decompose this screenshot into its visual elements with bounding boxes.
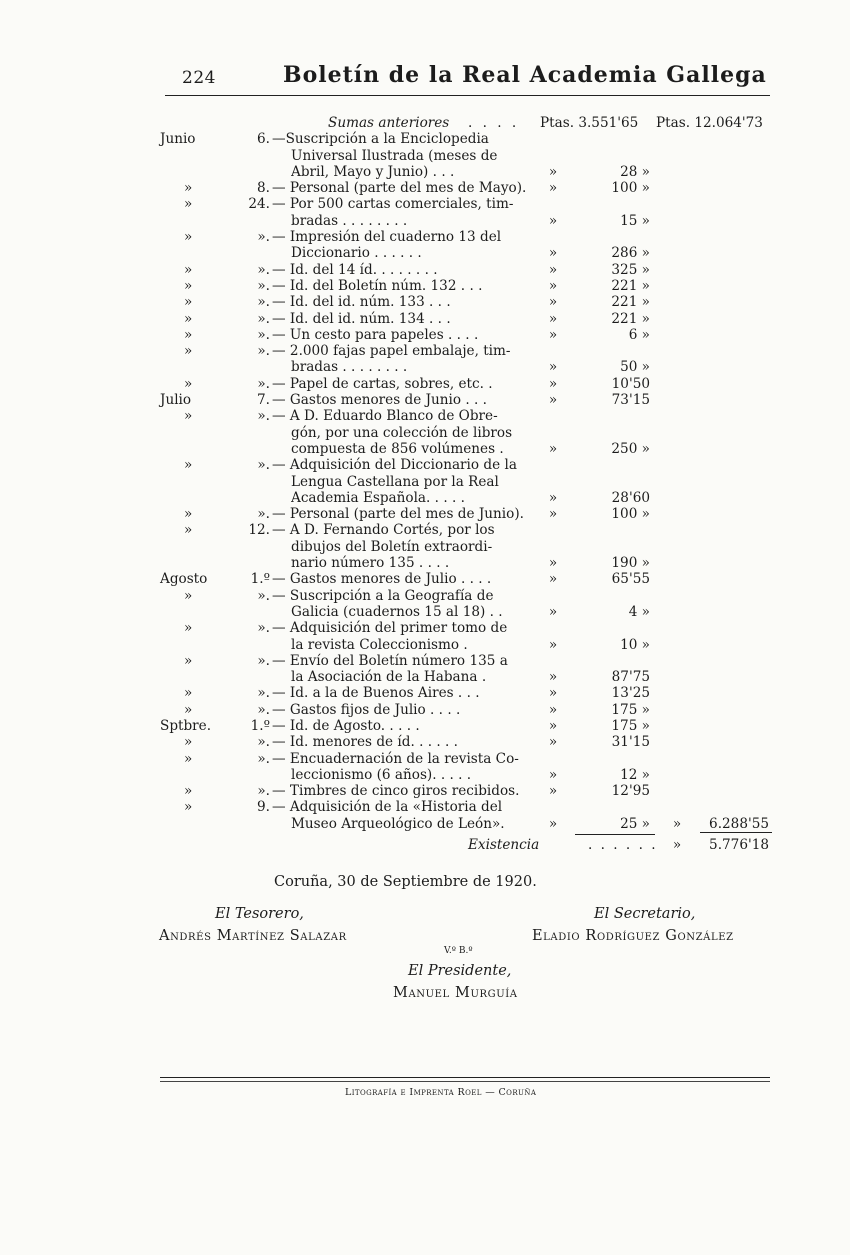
existencia-amount: 5.776'18 <box>709 837 769 854</box>
entry-day: ». <box>257 620 270 637</box>
ditto-mark: » <box>548 440 558 457</box>
ledger-row <box>160 376 772 392</box>
ditto-mark: » <box>548 489 558 506</box>
entry-description-line: — Adquisición del Diccionario de la <box>272 457 517 474</box>
entry-amount: 28'60 <box>611 489 650 506</box>
ditto-mark: » <box>548 669 558 686</box>
ditto-mark: » <box>548 277 558 294</box>
existencia-dots: . . . . . . <box>588 837 658 854</box>
entry-amount: 15 » <box>620 212 650 229</box>
footer-rule-thin <box>160 1081 770 1082</box>
ledger-row <box>160 213 772 229</box>
ledger-row <box>160 180 772 196</box>
entry-description-line: — Id. de Agosto. . . . . <box>272 717 420 734</box>
entry-amount: 10 » <box>620 636 650 653</box>
entry-month: Junio <box>160 131 196 148</box>
sumas-amount-b: Ptas. 12.064'73 <box>656 115 763 131</box>
page-header <box>165 62 770 92</box>
ledger-row <box>160 311 772 327</box>
entry-month: » <box>184 522 193 539</box>
entry-month: » <box>184 652 193 669</box>
entry-day: 12. <box>248 522 270 539</box>
entry-description-line: la Asociación de la Habana . <box>291 669 487 686</box>
entry-description-line: gón, por una colección de libros <box>291 424 513 441</box>
existencia-mark: » <box>672 837 682 854</box>
entry-description-line: — Personal (parte del mes de Mayo). <box>272 180 527 197</box>
entry-description-line: compuesta de 856 volúmenes . <box>291 440 504 457</box>
ledger-row <box>160 327 772 343</box>
printer-credit: Litografía e Imprenta Roel — Coruña <box>345 1087 537 1098</box>
ditto-mark: » <box>548 701 558 718</box>
page-number: 224 <box>182 68 216 88</box>
entry-month: » <box>184 506 193 523</box>
ledger-row <box>160 620 772 636</box>
sumas-anteriores-row <box>160 115 772 131</box>
entry-amount: 250 » <box>611 440 650 457</box>
entry-month: » <box>184 229 193 246</box>
ledger-row <box>160 196 772 212</box>
entry-amount: 221 » <box>611 310 650 327</box>
entry-description-line: — Timbres de cinco giros recibidos. <box>272 783 520 800</box>
ledger-row <box>160 148 772 164</box>
entry-description-line: — Adquisición del primer tomo de <box>272 620 508 637</box>
entry-day: 1.º <box>250 571 270 588</box>
entry-day: ». <box>257 457 270 474</box>
ditto-mark: » <box>548 766 558 783</box>
visto-bueno: V.º B.º <box>444 946 473 956</box>
city-date: Coruña, 30 de Septiembre de 1920. <box>274 874 537 890</box>
ledger-row <box>160 343 772 359</box>
ledger-row <box>160 392 772 408</box>
entry-day: ». <box>257 750 270 767</box>
entry-amount: 100 » <box>611 506 650 523</box>
entry-amount: 13'25 <box>611 685 650 702</box>
entry-description-line: bradas . . . . . . . . <box>291 212 408 229</box>
ditto-mark: » <box>548 326 558 343</box>
entry-month: » <box>184 277 193 294</box>
treasurer-role: El Tesorero, <box>215 906 304 922</box>
entry-amount: 12 » <box>620 766 650 783</box>
entry-description-line: — Envío del Boletín número 135 a <box>272 652 508 669</box>
entry-description-line: — Id. a la de Buenos Aires . . . <box>272 685 480 702</box>
entry-description-line: —Suscripción a la Enciclopedia <box>272 131 489 148</box>
entry-description-line: — Id. del Boletín núm. 132 . . . <box>272 277 483 294</box>
ditto-mark: » <box>548 245 558 262</box>
entry-amount: 50 » <box>620 359 650 376</box>
ledger-row <box>160 767 772 783</box>
entry-amount: 6 » <box>628 326 650 343</box>
entry-month: » <box>184 620 193 637</box>
entry-description-line: — Impresión del cuaderno 13 del <box>272 229 502 246</box>
ledger-row <box>160 751 772 767</box>
ledger-row <box>160 734 772 750</box>
existencia-row <box>160 837 772 853</box>
entry-description-line: — Gastos menores de Junio . . . <box>272 392 487 409</box>
entry-day: 24. <box>248 196 270 213</box>
ditto-mark: » <box>548 261 558 278</box>
ledger-row <box>160 637 772 653</box>
ledger-row <box>160 359 772 375</box>
entry-day: 6. <box>257 131 270 148</box>
total-mark: » <box>672 815 682 832</box>
entry-day: ». <box>257 261 270 278</box>
entry-month: » <box>184 310 193 327</box>
entry-amount: 100 » <box>611 180 650 197</box>
ledger-row <box>160 506 772 522</box>
entry-month: » <box>184 685 193 702</box>
ledger-row <box>160 669 772 685</box>
running-title: Boletín de la Real Academia Gallega <box>283 62 767 88</box>
entry-month: » <box>184 587 193 604</box>
entry-amount: 325 » <box>611 261 650 278</box>
ledger-row <box>160 702 772 718</box>
entry-month: » <box>184 180 193 197</box>
entry-description-line: — Id. del id. núm. 133 . . . <box>272 294 451 311</box>
entry-month: » <box>184 196 193 213</box>
total-rule <box>700 832 772 833</box>
ditto-mark: » <box>548 392 558 409</box>
ditto-mark: » <box>548 685 558 702</box>
ledger-row <box>160 522 772 538</box>
entry-description-line: Academia Española. . . . . <box>291 489 465 506</box>
ledger-row <box>160 490 772 506</box>
entry-day: 8. <box>257 180 270 197</box>
entry-day: ». <box>257 408 270 425</box>
entry-day: ». <box>257 326 270 343</box>
secretary-role: El Secretario, <box>594 906 696 922</box>
ledger-row <box>160 539 772 555</box>
ledger-row <box>160 229 772 245</box>
entry-description-line: — Un cesto para papeles . . . . <box>272 326 479 343</box>
entry-day: ». <box>257 685 270 702</box>
entry-day: ». <box>257 375 270 392</box>
entry-description-line: — Id. menores de íd. . . . . . <box>272 734 458 751</box>
entry-month: Agosto <box>160 571 208 588</box>
ledger-entries <box>160 131 772 832</box>
entry-month: » <box>184 799 193 816</box>
entry-description-line: — Personal (parte del mes de Junio). <box>272 506 524 523</box>
entry-day: ». <box>257 652 270 669</box>
ditto-mark: » <box>548 375 558 392</box>
entry-day: 9. <box>257 799 270 816</box>
entry-description-line: — 2.000 fajas papel embalaje, tim- <box>272 343 511 360</box>
entry-description-line: Museo Arqueológico de León». <box>291 815 505 832</box>
ledger-row <box>160 245 772 261</box>
ledger-row <box>160 588 772 604</box>
president-role: El Presidente, <box>408 963 512 979</box>
header-rule <box>165 95 770 96</box>
ditto-mark: » <box>548 163 558 180</box>
entry-month: Sptbre. <box>160 717 212 734</box>
entry-amount: 4 » <box>628 603 650 620</box>
sumas-label: Sumas anteriores <box>328 115 450 131</box>
entry-description-line: — Por 500 cartas comerciales, tim- <box>272 196 514 213</box>
entry-month: Julio <box>160 392 192 409</box>
entry-amount: 25 » <box>620 815 650 832</box>
president-name: Manuel Murguía <box>393 985 518 1001</box>
ledger-row <box>160 718 772 734</box>
ledger-row <box>160 457 772 473</box>
ledger-table <box>160 115 772 853</box>
ditto-mark: » <box>548 212 558 229</box>
entry-amount: 221 » <box>611 294 650 311</box>
entry-amount: 10'50 <box>611 375 650 392</box>
entry-day: ». <box>257 701 270 718</box>
ditto-mark: » <box>548 734 558 751</box>
ledger-row <box>160 799 772 815</box>
entry-month: » <box>184 261 193 278</box>
ditto-mark: » <box>548 180 558 197</box>
secretary-name: Eladio Rodríguez González <box>532 928 734 944</box>
entry-day: 1.º <box>250 717 270 734</box>
entry-month: » <box>184 294 193 311</box>
entry-month: » <box>184 750 193 767</box>
ledger-row <box>160 131 772 147</box>
entry-description-line: — Gastos fijos de Julio . . . . <box>272 701 461 718</box>
ledger-row <box>160 425 772 441</box>
entry-description-line: la revista Coleccionismo . <box>291 636 468 653</box>
ledger-row <box>160 783 772 799</box>
entry-month: » <box>184 343 193 360</box>
total-amount: 6.288'55 <box>709 815 769 832</box>
entry-day: ». <box>257 506 270 523</box>
entry-description-line: Diccionario . . . . . . <box>291 245 422 262</box>
ledger-row <box>160 653 772 669</box>
ditto-mark: » <box>548 310 558 327</box>
ledger-row <box>160 555 772 571</box>
entry-month: » <box>184 375 193 392</box>
ledger-row <box>160 294 772 310</box>
entry-day: ». <box>257 229 270 246</box>
entry-day: ». <box>257 783 270 800</box>
entry-month: » <box>184 326 193 343</box>
sumas-amount-a: Ptas. 3.551'65 <box>540 115 639 131</box>
ledger-row <box>160 685 772 701</box>
ditto-mark: » <box>548 717 558 734</box>
ditto-mark: » <box>548 506 558 523</box>
entry-amount: 31'15 <box>611 734 650 751</box>
entry-amount: 28 » <box>620 163 650 180</box>
ditto-mark: » <box>548 359 558 376</box>
ditto-mark: » <box>548 603 558 620</box>
entry-description-line: Abril, Mayo y Junio) . . . <box>291 163 455 180</box>
treasurer-name: Andrés Martínez Salazar <box>159 928 347 944</box>
footer-rule <box>160 1077 770 1078</box>
entry-day: ». <box>257 310 270 327</box>
entry-day: 7. <box>257 392 270 409</box>
entry-description-line: — Id. del id. núm. 134 . . . <box>272 310 451 327</box>
ledger-row <box>160 571 772 587</box>
ledger-row <box>160 278 772 294</box>
ledger-row <box>160 164 772 180</box>
ledger-row <box>160 408 772 424</box>
entry-description-line: — Papel de cartas, sobres, etc. . <box>272 375 493 392</box>
entry-description-line: bradas . . . . . . . . <box>291 359 408 376</box>
ledger-row <box>160 604 772 620</box>
ditto-mark: » <box>548 783 558 800</box>
ditto-mark: » <box>548 636 558 653</box>
ledger-row <box>160 441 772 457</box>
entry-month: » <box>184 783 193 800</box>
entry-amount: 175 » <box>611 701 650 718</box>
entry-amount: 73'15 <box>611 392 650 409</box>
sumas-dots: . . . . <box>468 115 520 131</box>
entry-amount: 221 » <box>611 277 650 294</box>
entry-description-line: dibujos del Boletín extraordi- <box>291 538 493 555</box>
entry-amount: 175 » <box>611 717 650 734</box>
entry-description-line: — A D. Fernando Cortés, por los <box>272 522 495 539</box>
entry-day: ». <box>257 277 270 294</box>
entry-amount: 12'95 <box>611 783 650 800</box>
entry-month: » <box>184 408 193 425</box>
ledger-row <box>160 474 772 490</box>
entry-description-line: leccionismo (6 años). . . . . <box>291 766 472 783</box>
entry-description-line: — Encuadernación de la revista Co- <box>272 750 519 767</box>
entry-day: ». <box>257 734 270 751</box>
entry-description-line: — A D. Eduardo Blanco de Obre- <box>272 408 498 425</box>
entry-description-line: Lengua Castellana por la Real <box>291 473 499 490</box>
entry-description-line: — Gastos menores de Julio . . . . <box>272 571 492 588</box>
entry-description-line: Galicia (cuadernos 15 al 18) . . <box>291 603 503 620</box>
entry-description-line: Universal Ilustrada (meses de <box>291 147 498 164</box>
ditto-mark: » <box>548 294 558 311</box>
ledger-row <box>160 816 772 832</box>
entry-month: » <box>184 701 193 718</box>
entry-description-line: — Id. del 14 íd. . . . . . . . <box>272 261 438 278</box>
entry-description-line: — Adquisición de la «Historia del <box>272 799 503 816</box>
entry-month: » <box>184 457 193 474</box>
entry-day: ». <box>257 343 270 360</box>
ditto-mark: » <box>548 815 558 832</box>
entry-month: » <box>184 734 193 751</box>
entry-description-line: nario número 135 . . . . <box>291 555 450 572</box>
entry-amount: 87'75 <box>611 669 650 686</box>
existencia-label: Existencia <box>468 837 540 854</box>
entry-day: ». <box>257 587 270 604</box>
entry-description-line: — Suscripción a la Geografía de <box>272 587 494 604</box>
ditto-mark: » <box>548 555 558 572</box>
entry-day: ». <box>257 294 270 311</box>
ledger-row <box>160 262 772 278</box>
entry-amount: 286 » <box>611 245 650 262</box>
entry-amount: 65'55 <box>611 571 650 588</box>
ditto-mark: » <box>548 571 558 588</box>
subtotal-rule <box>575 834 655 835</box>
entry-amount: 190 » <box>611 555 650 572</box>
